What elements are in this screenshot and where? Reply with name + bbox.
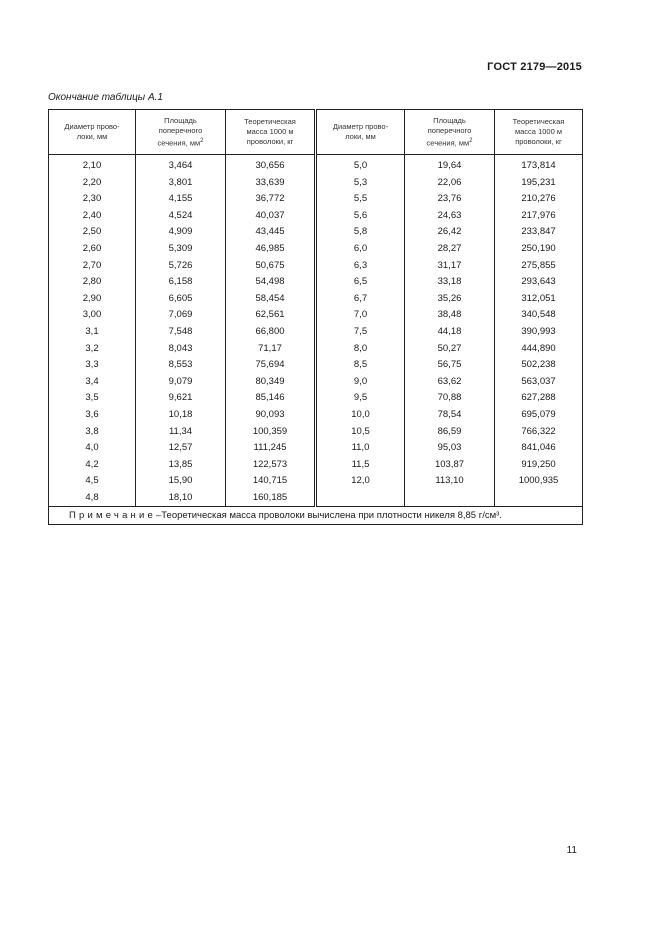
table-cell: 38,48	[405, 307, 495, 324]
table-cell: 173,814	[495, 155, 583, 175]
table-row	[49, 324, 583, 341]
table-cell: 36,772	[226, 191, 316, 208]
table-cell: 95,03	[405, 440, 495, 457]
table-row	[49, 241, 583, 258]
table-cell: 2,20	[49, 175, 136, 192]
table-cell: 919,250	[495, 457, 583, 474]
table-cell: 30,656	[226, 155, 316, 175]
table-cell: 35,26	[405, 291, 495, 308]
table-cell: 6,605	[136, 291, 226, 308]
table-cell: 9,079	[136, 374, 226, 391]
table-caption: Окончание таблицы А.1	[48, 92, 163, 103]
header-area-2: Площадь поперечного сечения, $мм^2$	[405, 110, 495, 155]
table-cell: 19,64	[405, 155, 495, 175]
table-cell: 111,245	[226, 440, 316, 457]
table-row	[49, 208, 583, 225]
table-note-row	[49, 507, 583, 525]
table-cell: 4,524	[136, 208, 226, 225]
table-cell: 24,63	[405, 208, 495, 225]
table-container	[48, 109, 582, 525]
table-cell: 2,60	[49, 241, 136, 258]
table-cell: 9,0	[316, 374, 405, 391]
table-cell: 8,0	[316, 341, 405, 358]
table-cell: 444,890	[495, 341, 583, 358]
table-cell: 2,70	[49, 258, 136, 275]
table-cell: 122,573	[226, 457, 316, 474]
table-cell: 58,454	[226, 291, 316, 308]
table-cell: 3,3	[49, 357, 136, 374]
table-cell: 12,0	[316, 473, 405, 490]
note-text: –Теоретическая масса проволоки вычислена при плотности никеля 8,85 г/см³.	[156, 510, 502, 522]
table-cell: 3,00	[49, 307, 136, 324]
table-row	[49, 224, 583, 241]
page-number: 11	[566, 845, 577, 856]
table-cell: 80,349	[226, 374, 316, 391]
table-cell: 160,185	[226, 490, 316, 507]
table-cell: 3,5	[49, 390, 136, 407]
table-cell: 5,309	[136, 241, 226, 258]
header-mass-2: Теоретическая масса 1000 м проволоки, кг	[495, 110, 583, 155]
table-cell: 6,7	[316, 291, 405, 308]
table-cell: 8,043	[136, 341, 226, 358]
table-cell: 50,27	[405, 341, 495, 358]
table-cell: 841,046	[495, 440, 583, 457]
table-row	[49, 490, 583, 507]
table-cell: 140,715	[226, 473, 316, 490]
table-cell: 2,80	[49, 274, 136, 291]
table-row	[49, 274, 583, 291]
table-row	[49, 291, 583, 308]
note-label: Примечание	[69, 510, 156, 522]
table-cell: 1000,935	[495, 473, 583, 490]
table-cell	[405, 490, 495, 507]
table-cell: 217,976	[495, 208, 583, 225]
table-cell: 90,093	[226, 407, 316, 424]
table-cell: 3,464	[136, 155, 226, 175]
table-cell: 2,30	[49, 191, 136, 208]
table-cell: 4,0	[49, 440, 136, 457]
table-cell: 4,155	[136, 191, 226, 208]
wire-data-table	[48, 109, 583, 525]
table-cell: 312,051	[495, 291, 583, 308]
table-cell: 563,037	[495, 374, 583, 391]
table-cell: 2,10	[49, 155, 136, 175]
table-cell: 85,146	[226, 390, 316, 407]
table-cell: 293,643	[495, 274, 583, 291]
table-row	[49, 191, 583, 208]
table-cell: 56,75	[405, 357, 495, 374]
table-cell: 12,57	[136, 440, 226, 457]
table-cell: 40,037	[226, 208, 316, 225]
table-cell: 5,0	[316, 155, 405, 175]
table-cell: 8,5	[316, 357, 405, 374]
table-cell: 5,6	[316, 208, 405, 225]
table-row	[49, 341, 583, 358]
table-cell: 6,158	[136, 274, 226, 291]
table-cell: 2,40	[49, 208, 136, 225]
table-cell: 33,639	[226, 175, 316, 192]
table-cell: 11,5	[316, 457, 405, 474]
table-row	[49, 407, 583, 424]
table-cell: 627,288	[495, 390, 583, 407]
table-cell: 7,0	[316, 307, 405, 324]
table-cell: 54,498	[226, 274, 316, 291]
table-cell: 46,985	[226, 241, 316, 258]
table-cell: 4,5	[49, 473, 136, 490]
table-cell: 233,847	[495, 224, 583, 241]
document-code: ГОСТ 2179—2015	[487, 61, 582, 73]
table-row	[49, 258, 583, 275]
table-cell: 66,800	[226, 324, 316, 341]
table-cell: 195,231	[495, 175, 583, 192]
table-cell	[495, 490, 583, 507]
table-cell: 11,0	[316, 440, 405, 457]
table-cell: 44,18	[405, 324, 495, 341]
table-cell: 70,88	[405, 390, 495, 407]
table-cell: 11,34	[136, 424, 226, 441]
table-cell: 13,85	[136, 457, 226, 474]
table-cell: 7,069	[136, 307, 226, 324]
table-cell: 18,10	[136, 490, 226, 507]
table-cell: 4,8	[49, 490, 136, 507]
table-row	[49, 440, 583, 457]
table-cell: 62,561	[226, 307, 316, 324]
table-cell: 10,5	[316, 424, 405, 441]
table-cell: 113,10	[405, 473, 495, 490]
table-cell: 75,694	[226, 357, 316, 374]
table-cell: 7,5	[316, 324, 405, 341]
table-cell: 28,27	[405, 241, 495, 258]
table-cell: 766,322	[495, 424, 583, 441]
table-body	[49, 155, 583, 525]
table-cell: 50,675	[226, 258, 316, 275]
table-cell: 340,548	[495, 307, 583, 324]
table-cell: 10,18	[136, 407, 226, 424]
table-row	[49, 374, 583, 391]
table-cell: 3,801	[136, 175, 226, 192]
table-cell: 26,42	[405, 224, 495, 241]
table-cell: 10,0	[316, 407, 405, 424]
table-cell: 22,06	[405, 175, 495, 192]
table-row	[49, 155, 583, 175]
table-cell: 3,6	[49, 407, 136, 424]
table-row	[49, 357, 583, 374]
table-cell: 6,3	[316, 258, 405, 275]
table-cell: 4,2	[49, 457, 136, 474]
table-cell: 6,5	[316, 274, 405, 291]
table-cell: 9,5	[316, 390, 405, 407]
table-cell: 3,1	[49, 324, 136, 341]
table-cell: 78,54	[405, 407, 495, 424]
table-cell: 502,238	[495, 357, 583, 374]
table-cell: 31,17	[405, 258, 495, 275]
table-cell: 86,59	[405, 424, 495, 441]
table-row	[49, 307, 583, 324]
table-row	[49, 457, 583, 474]
table-cell: 4,909	[136, 224, 226, 241]
header-diameter: Диаметр прово- локи, мм	[49, 110, 136, 155]
header-area: Площадь поперечного сечения, $мм^2$	[136, 110, 226, 155]
table-row	[49, 390, 583, 407]
table-cell: 390,993	[495, 324, 583, 341]
table-cell: 15,90	[136, 473, 226, 490]
table-cell: 695,079	[495, 407, 583, 424]
table-cell: 43,445	[226, 224, 316, 241]
header-mass: Теоретическая масса 1000 м проволоки, кг	[226, 110, 316, 155]
table-cell: 33,18	[405, 274, 495, 291]
table-cell: 7,548	[136, 324, 226, 341]
table-cell: 103,87	[405, 457, 495, 474]
table-row	[49, 175, 583, 192]
table-cell	[316, 490, 405, 507]
table-cell: 5,5	[316, 191, 405, 208]
table-cell: 3,4	[49, 374, 136, 391]
table-cell: 71,17	[226, 341, 316, 358]
table-cell: 8,553	[136, 357, 226, 374]
table-cell: 275,855	[495, 258, 583, 275]
table-cell: 6,0	[316, 241, 405, 258]
table-cell: 5,726	[136, 258, 226, 275]
table-cell: 23,76	[405, 191, 495, 208]
table-cell: 63,62	[405, 374, 495, 391]
table-cell: 3,8	[49, 424, 136, 441]
table-note	[49, 507, 583, 525]
table-cell: 5,3	[316, 175, 405, 192]
header-diameter-2: Диаметр прово- локи, мм	[316, 110, 405, 155]
table-cell: 100,359	[226, 424, 316, 441]
table-cell: 2,90	[49, 291, 136, 308]
table-cell: 2,50	[49, 224, 136, 241]
table-cell: 3,2	[49, 341, 136, 358]
table-cell: 9,621	[136, 390, 226, 407]
table-cell: 250,190	[495, 241, 583, 258]
table-header-row	[49, 110, 583, 155]
table-row	[49, 424, 583, 441]
table-cell: 5,8	[316, 224, 405, 241]
table-row	[49, 473, 583, 490]
table-cell: 210,276	[495, 191, 583, 208]
